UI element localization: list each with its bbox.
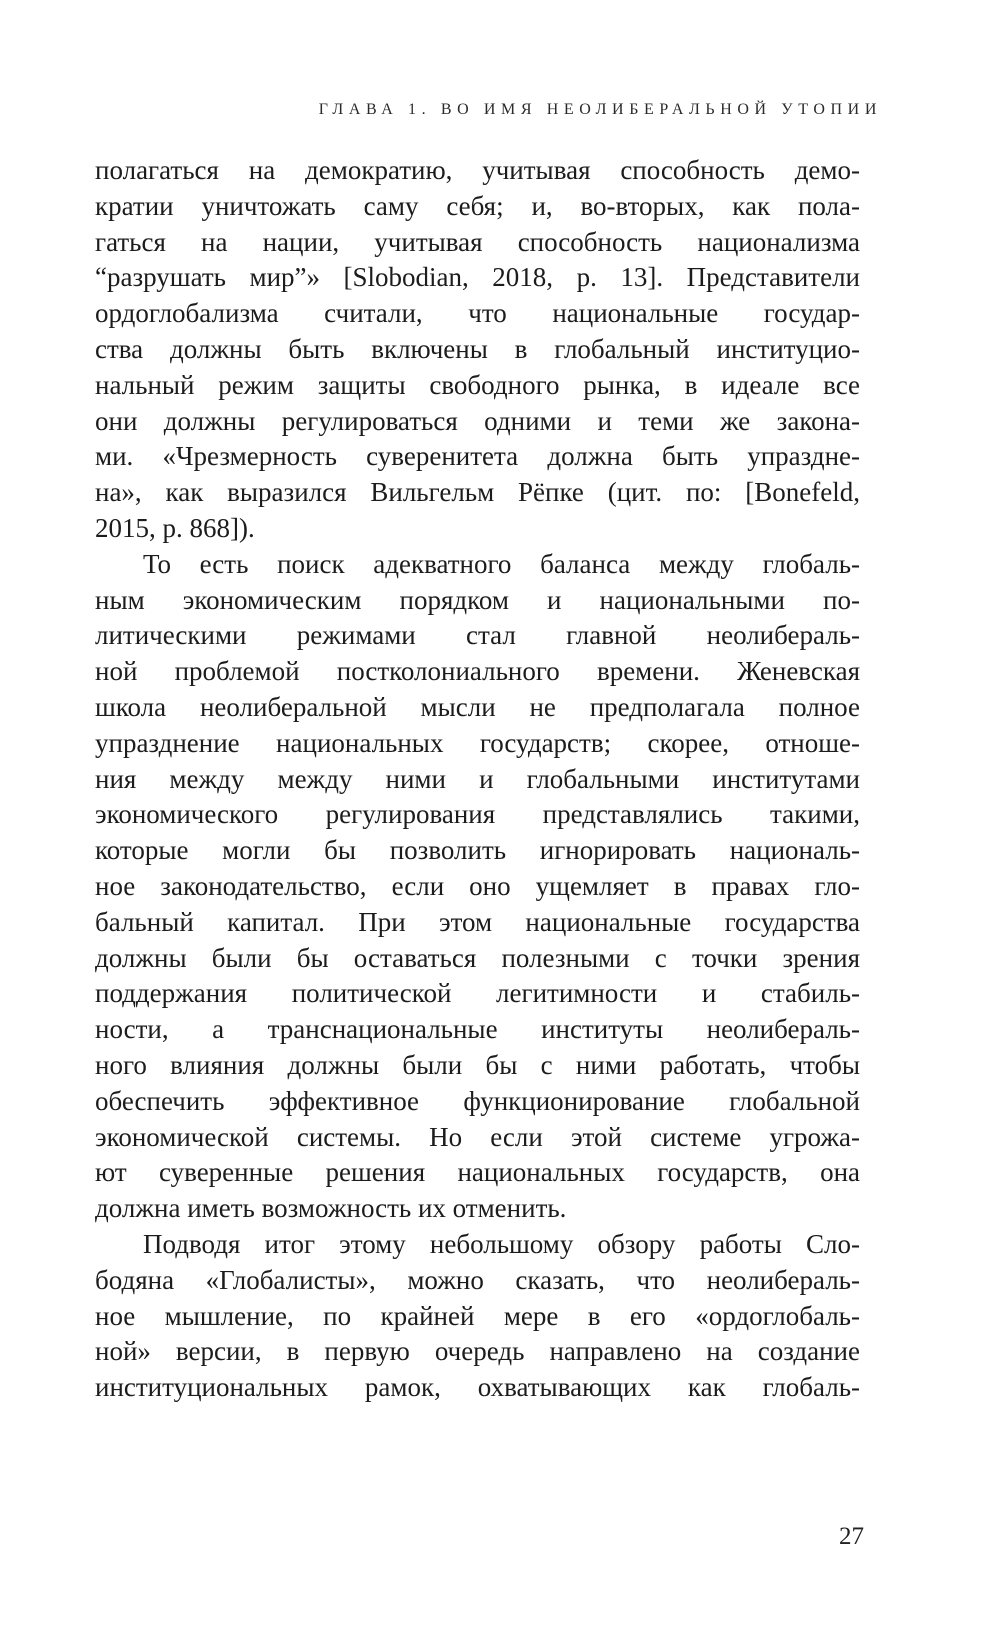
text-line: поддержания политической легитимности и стабиль- — [95, 978, 860, 1009]
text-line: ности, а транснациональные институты неолибераль- — [95, 1014, 860, 1045]
text-line: ным экономическим порядком и национальными по- — [95, 584, 860, 615]
text-line: ной» версии, в первую очередь направлено на создание — [95, 1336, 860, 1367]
body-text — [95, 153, 860, 1406]
text-line: ства должны быть включены в глобальный институцио- — [95, 333, 860, 364]
text-line: обеспечить эффективное функционирование глобальной — [95, 1085, 860, 1116]
text-line: институциональных рамок, охватывающих как глобаль- — [95, 1372, 860, 1403]
page-number: 27 — [839, 1523, 864, 1550]
text-line: на», как выразился Вильгельм Рёпке (цит. по: [Bonefeld, — [95, 477, 860, 508]
text-line: должна иметь возможность их отменить. — [95, 1193, 567, 1224]
running-header: ГЛАВА 1. ВО ИМЯ НЕОЛИБЕРАЛЬНОЙ УТОПИИ — [318, 101, 882, 118]
text-line: полагаться на демократию, учитывая способность демо- — [95, 155, 860, 185]
text-line: которые могли бы позволить игнорировать националь- — [95, 835, 860, 866]
text-line: они должны регулироваться одними и теми же закона- — [95, 405, 860, 436]
text-line: кратии уничтожать саму себя; и, во-вторых, как пола- — [95, 190, 860, 221]
text-line: ной проблемой постколониального времени. Женевская — [95, 656, 860, 687]
text-line: гаться на нации, учитывая способность национализма — [95, 226, 860, 257]
text-line: должны были бы оставаться полезными с точки зрения — [95, 942, 860, 973]
text-line: бодяна «Глобалисты», можно сказать, что неолибераль- — [95, 1264, 860, 1295]
text-line: 2015, p. 868]). — [95, 512, 255, 543]
text-line: ми. «Чрезмерность суверенитета должна быть упраздне- — [95, 441, 860, 472]
text-line: экономической системы. Но если этой системе угрожа- — [95, 1121, 860, 1152]
text-line: школа неолиберальной мысли не предполагала полное — [95, 691, 860, 722]
paragraph-start-line: Подводя итог этому небольшому обзору работы Сло- — [143, 1228, 860, 1259]
text-line: ют суверенные решения национальных государств, она — [95, 1157, 860, 1188]
text-line: ное законодательство, если оно ущемляет в правах гло- — [95, 870, 860, 901]
text-line: упразднение национальных государств; скорее, отноше- — [95, 727, 860, 758]
text-line: экономического регулирования представлялись такими, — [95, 799, 860, 830]
paragraph-start-line: То есть поиск адекватного баланса между глобаль- — [143, 548, 860, 579]
text-line: ордоглобализма считали, что национальные государ- — [95, 298, 860, 329]
text-line: ного влияния должны были бы с ними работать, чтобы — [95, 1049, 860, 1080]
text-line: нальный режим защиты свободного рынка, в идеале все — [95, 369, 860, 400]
text-line: ное мышление, по крайней мере в его «ордоглобаль- — [95, 1300, 860, 1331]
text-line: литическими режимами стал главной неолибераль- — [95, 620, 860, 651]
text-line: ния между между ними и глобальными институтами — [95, 763, 860, 794]
text-line: бальный капитал. При этом национальные государства — [95, 906, 860, 937]
text-line: “разрушать мир”» [Slobodian, 2018, p. 13]. Представители — [95, 262, 860, 293]
